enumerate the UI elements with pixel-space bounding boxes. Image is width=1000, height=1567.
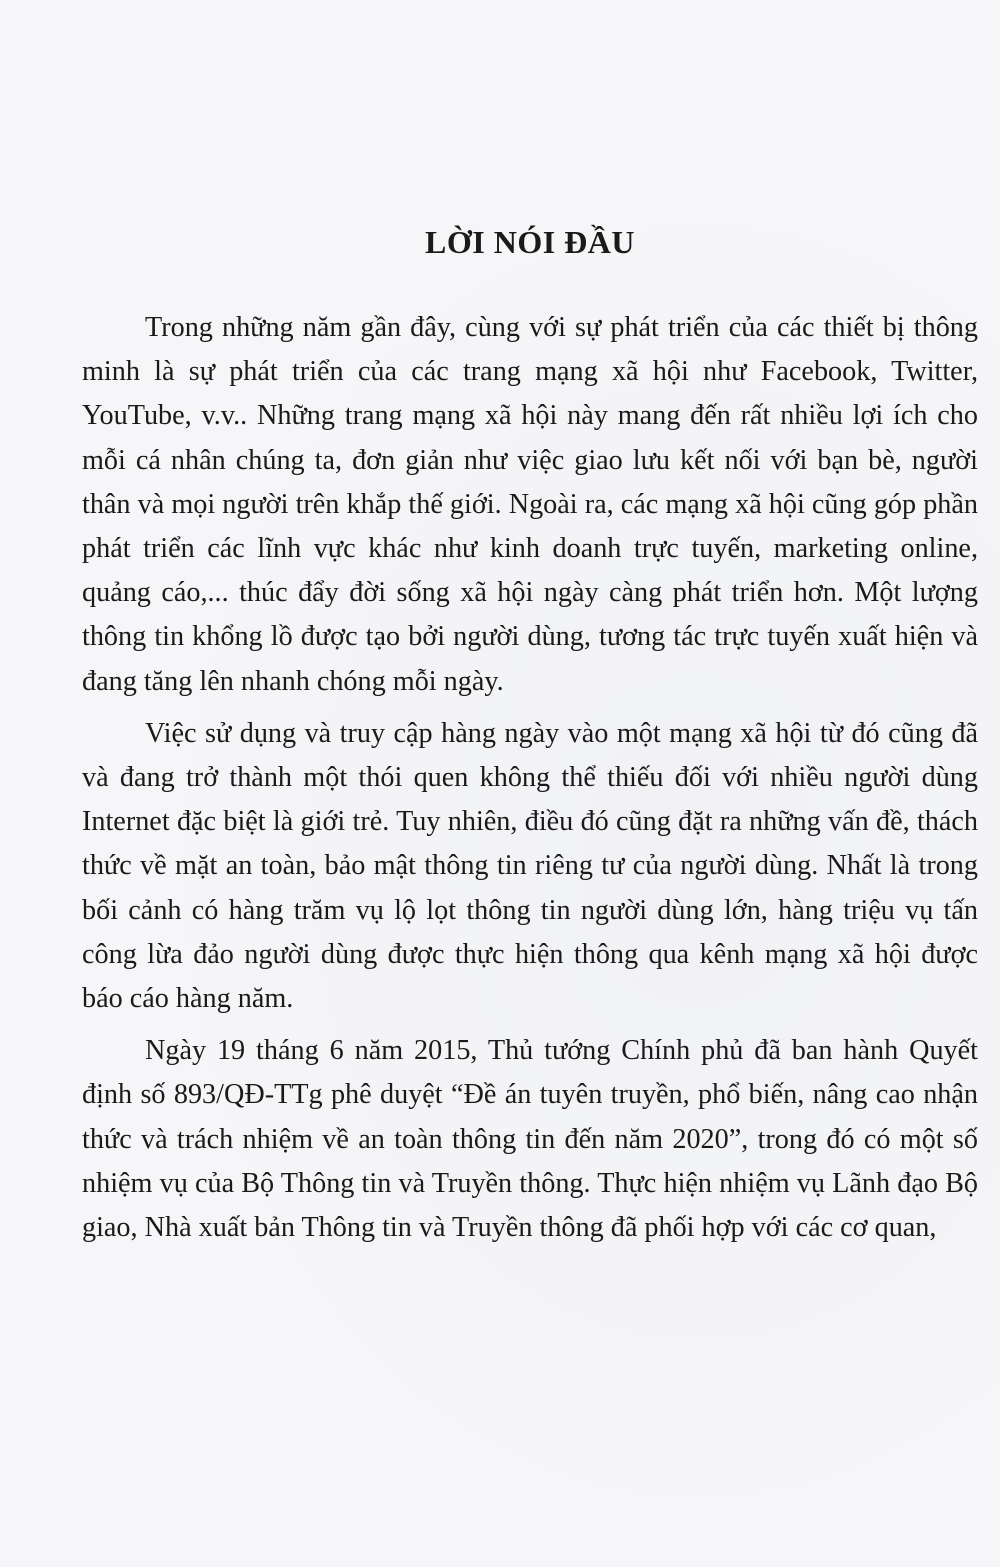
paragraph-2: Việc sử dụng và truy cập hàng ngày vào một mạng xã hội từ đó cũng đã và đang trở thành một thói quen không thể thiếu đối với nhiều người dùng Internet đặc biệt là giới trẻ. Tuy nhiên, điều đó cũng đặt ra những vấn đề, thách thức về mặt an toàn, bảo mật thông tin riêng tư của người dùng. Nhất là trong bối cảnh có hàng trăm vụ lộ lọt thông tin người dùng lớn, hàng triệu vụ tấn công lừa đảo người dùng được thực hiện thông qua kênh mạng xã hội được báo cáo hàng năm.	[82, 717, 978, 1015]
body-text	[82, 306, 978, 1258]
paragraph-3: Ngày 19 tháng 6 năm 2015, Thủ tướng Chính phủ đã ban hành Quyết định số 893/QĐ-TTg phê duyệt “Đề án tuyên truyền, phổ biến, nâng cao nhận thức và trách nhiệm về an toàn thông tin đến năm 2020”, trong đó có một số nhiệm vụ của Bộ Thông tin và Truyền thông. Thực hiện nhiệm vụ Lãnh đạo Bộ giao, Nhà xuất bản Thông tin và Truyền thông đã phối hợp với các cơ quan,	[82, 1035, 978, 1244]
paragraph-1: Trong những năm gần đây, cùng với sự phát triển của các thiết bị thông minh là sự phát triển của các trang mạng xã hội như Facebook, Twitter, YouTube, v.v.. Những trang mạng xã hội này mang đến rất nhiều lợi ích cho mỗi cá nhân chúng ta, đơn giản như việc giao lưu kết nối với bạn bè, người thân và mọi người trên khắp thế giới. Ngoài ra, các mạng xã hội cũng góp phần phát triển các lĩnh vực khác như kinh doanh trực tuyến, marketing online, quảng cáo,... thúc đẩy đời sống xã hội ngày càng phát triển hơn. Một lượng thông tin khổng lồ được tạo bởi người dùng, tương tác trực tuyến xuất hiện và đang tăng lên nhanh chóng mỗi ngày.	[82, 312, 978, 697]
page-title: LỜI NÓI ĐẦU	[425, 224, 635, 260]
